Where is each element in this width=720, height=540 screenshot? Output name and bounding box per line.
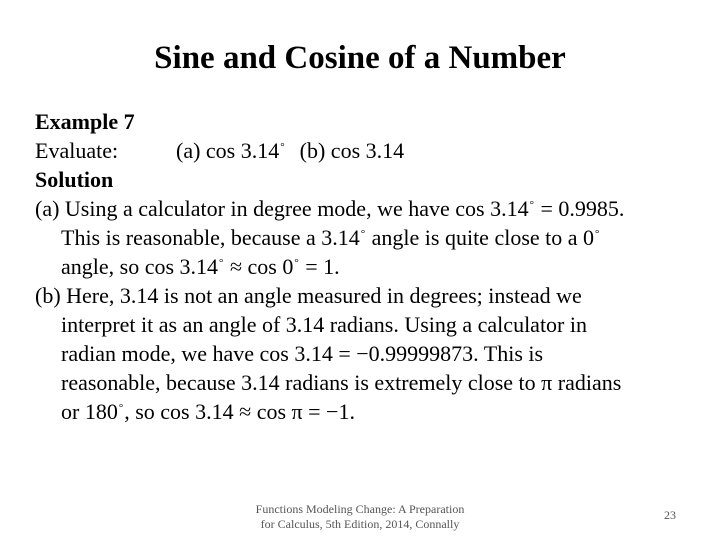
part-b-line-4: reasonable, because 3.14 radians is extremely close to π radians [61, 370, 622, 395]
part-a-line-3-text: angle, so cos 3.14 [61, 254, 219, 279]
part-a-line-1 [35, 194, 695, 223]
degree-symbol: ° [294, 257, 299, 269]
part-b-line-1: (b) Here, 3.14 is not an angle measured in degrees; instead we [35, 283, 582, 308]
example-label: Example 7 [35, 109, 135, 134]
evaluate-part-a: (a) cos 3.14 [176, 138, 280, 163]
part-b-line-5-text: or 180 [61, 399, 118, 424]
slide-title: Sine and Cosine of a Number [154, 40, 566, 76]
degree-symbol: ° [595, 228, 600, 240]
slide-content [35, 107, 695, 426]
evaluate-label: Evaluate: [35, 138, 119, 163]
evaluate-part-b: (b) cos 3.14 [299, 138, 405, 163]
part-a-line-1-text: (a) Using a calculator in degree mode, we have cos 3.14 [35, 196, 529, 221]
footer-line-2: for Calculus, 5th Edition, 2014, Connally [260, 517, 460, 531]
part-a-line-2-mid: angle is quite close to a 0 [366, 225, 595, 250]
part-b-line-2: interpret it as an angle of 3.14 radians. Using a calculator in [61, 312, 587, 337]
footer-line-1: Functions Modeling Change: A Preparation [255, 502, 465, 516]
part-a-line-2 [35, 223, 695, 252]
solution-label: Solution [35, 167, 114, 192]
part-a-line-1-tail: = 0.9985. [535, 196, 625, 221]
degree-symbol: ° [219, 257, 224, 269]
part-a-line-3-tail: = 1. [299, 254, 340, 279]
degree-symbol: ° [529, 199, 534, 211]
part-a-line-3-mid: ≈ cos 0 [224, 254, 294, 279]
evaluate-line [35, 136, 695, 165]
part-a-line-3 [35, 252, 695, 281]
part-b-line-3: radian mode, we have cos 3.14 = −0.99999873. This is [61, 341, 544, 366]
part-a-line-2-text: This is reasonable, because a 3.14 [61, 225, 360, 250]
page-number: 23 [664, 508, 676, 522]
degree-symbol: ° [280, 141, 285, 153]
degree-symbol: ° [118, 402, 124, 414]
part-b-line-5 [35, 397, 695, 426]
degree-symbol: ° [360, 228, 366, 240]
footer-citation [240, 502, 480, 532]
part-b-line-5-tail: , so cos 3.14 ≈ cos π = −1. [124, 399, 355, 424]
